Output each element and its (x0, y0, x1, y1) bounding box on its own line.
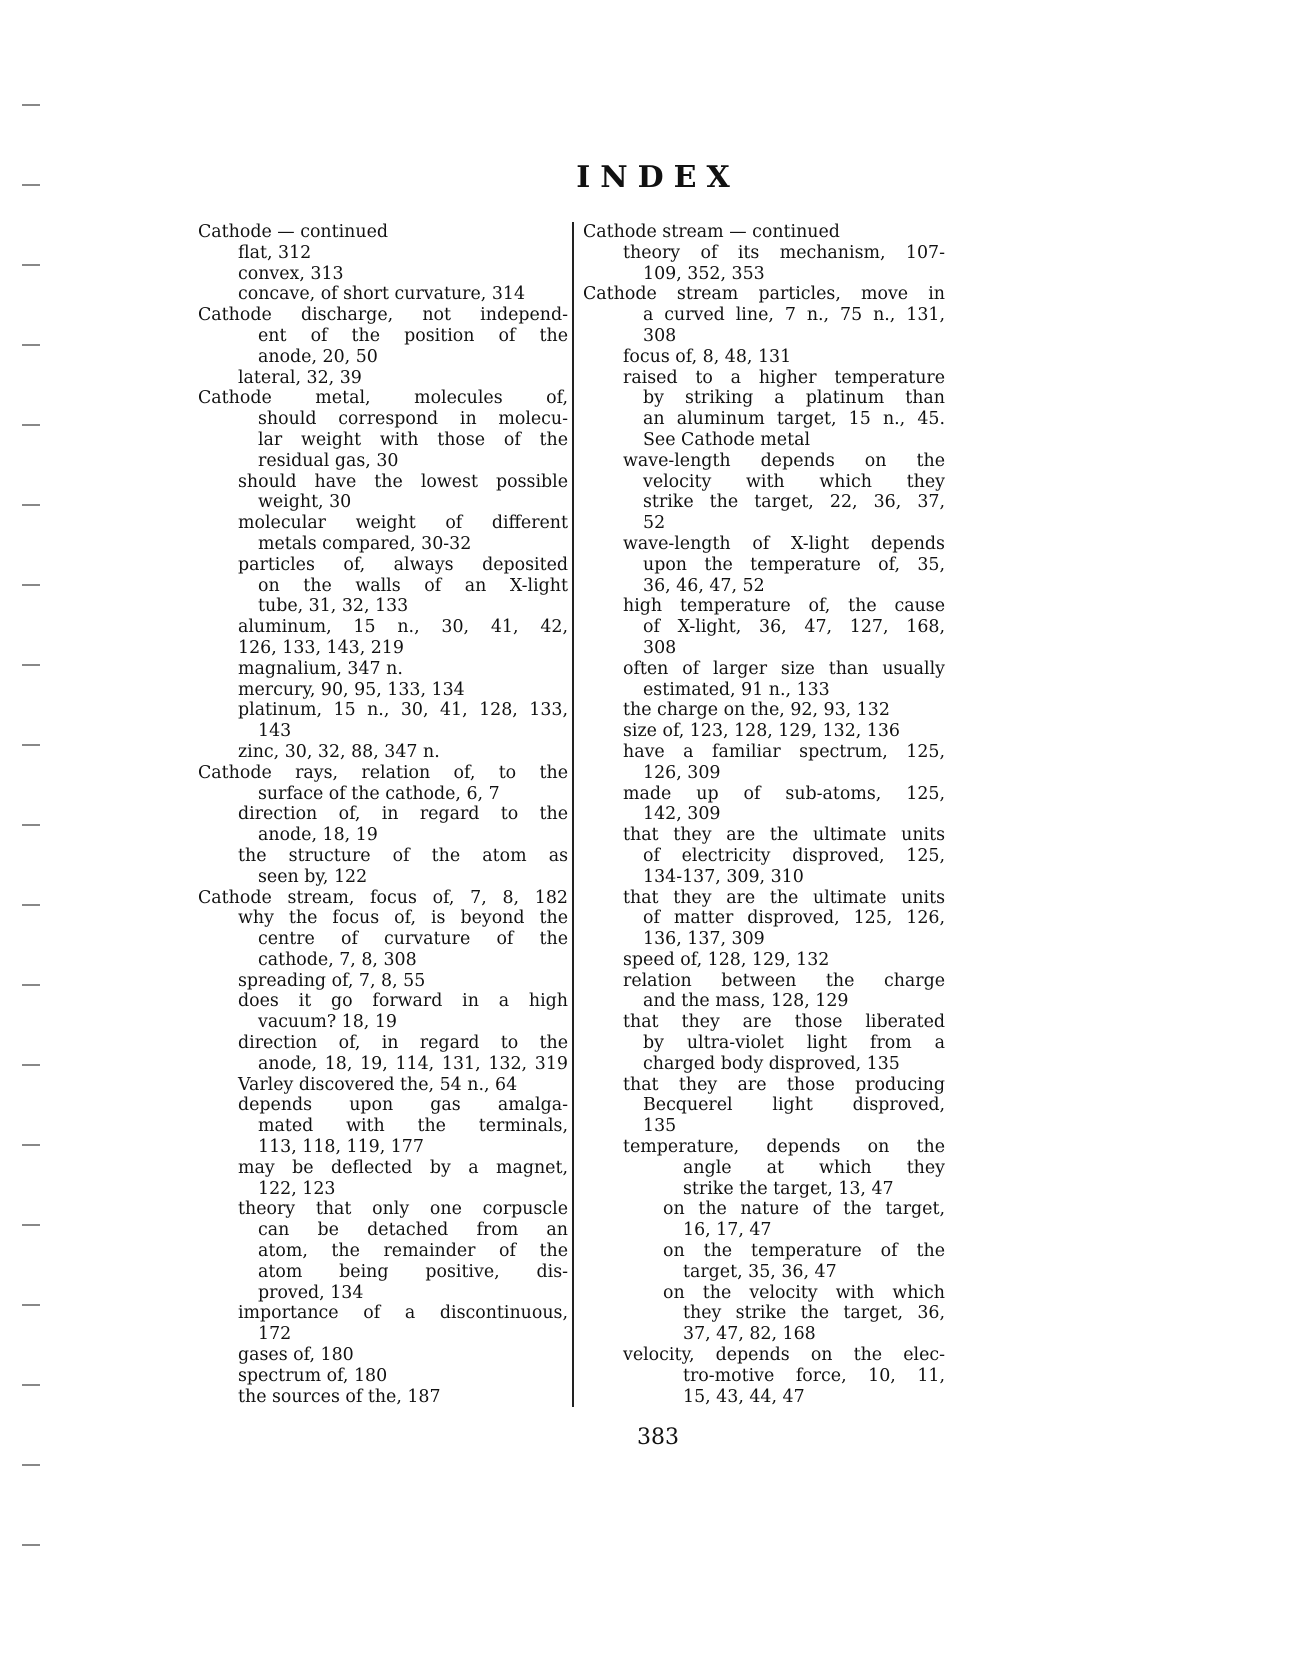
index-line: a curved line, 7 n., 75 n., 131, (643, 305, 945, 326)
index-line: residual gas, 30 (258, 450, 399, 471)
index-line: anode, 18, 19 (258, 825, 378, 846)
margin-mark (22, 664, 40, 666)
index-line: lateral, 32, 39 (238, 367, 362, 388)
index-line: Varley discovered the, 54 n., 64 (238, 1074, 518, 1095)
index-line: 136, 137, 309 (643, 929, 765, 950)
index-line: 308 (643, 637, 677, 658)
margin-mark (22, 584, 40, 586)
index-line: on the velocity with which (663, 1282, 945, 1303)
margin-mark (22, 424, 40, 426)
margin-mark (22, 984, 40, 986)
index-line: 143 (258, 721, 292, 742)
index-line: velocity with which they (643, 471, 945, 492)
index-line: 113, 118, 119, 177 (258, 1137, 424, 1158)
index-line: 122, 123 (258, 1178, 336, 1199)
index-line: 126, 133, 143, 219 (238, 637, 404, 658)
index-line: estimated, 91 n., 133 (643, 679, 830, 700)
index-line: Cathode stream particles, move in (583, 284, 945, 305)
index-line: direction of, in regard to the (238, 1033, 568, 1054)
index-line: centre of curvature of the (258, 929, 568, 950)
index-line: 142, 309 (643, 804, 721, 825)
index-line: size of, 123, 128, 129, 132, 136 (623, 721, 901, 742)
index-line: metals compared, 30-32 (258, 533, 472, 554)
margin-mark (22, 1464, 40, 1466)
index-line: tro-motive force, 10, 11, (683, 1365, 945, 1386)
index-line: on the temperature of the (663, 1241, 945, 1262)
index-left-column (198, 222, 568, 1407)
index-line: platinum, 15 n., 30, 41, 128, 133, (238, 700, 568, 721)
index-line: strike the target, 13, 47 (683, 1178, 894, 1199)
index-line: focus of, 8, 48, 131 (623, 346, 792, 367)
index-line: ent of the position of the (258, 325, 568, 346)
margin-mark (22, 1224, 40, 1226)
index-line: raised to a higher temperature (623, 367, 945, 388)
index-line: 172 (258, 1324, 292, 1345)
margin-mark (22, 264, 40, 266)
margin-mark (22, 1304, 40, 1306)
index-line: and the mass, 128, 129 (643, 991, 849, 1012)
index-line: should have the lowest possible (238, 471, 568, 492)
index-line: wave-length depends on the (623, 450, 945, 471)
index-line: proved, 134 (258, 1282, 364, 1303)
index-line: by ultra-violet light from a (643, 1033, 945, 1054)
margin-mark (22, 1064, 40, 1066)
index-line: Cathode stream — continued (583, 222, 840, 242)
index-line: cathode, 7, 8, 308 (258, 949, 417, 970)
index-line: should correspond in molecu- (258, 409, 568, 430)
index-line: 109, 352, 353 (643, 263, 765, 284)
index-line: often of larger size than usually (623, 658, 945, 679)
index-line: spreading of, 7, 8, 55 (238, 970, 426, 991)
index-line: anode, 20, 50 (258, 346, 378, 367)
index-line: 52 (643, 513, 666, 534)
index-line: flat, 312 (238, 242, 312, 263)
index-line: have a familiar spectrum, 125, (623, 741, 945, 762)
index-line: direction of, in regard to the (238, 804, 568, 825)
index-line: wave-length of X-light depends (623, 533, 945, 554)
index-line: mated with the terminals, (258, 1116, 568, 1137)
index-line: 37, 47, 82, 168 (683, 1324, 816, 1345)
index-line: on the walls of an X-light (258, 575, 568, 596)
index-line: target, 35, 36, 47 (683, 1261, 837, 1282)
index-line: concave, of short curvature, 314 (238, 284, 526, 305)
index-line: magnalium, 347 n. (238, 658, 403, 679)
index-line: atom being positive, dis- (258, 1261, 568, 1282)
page-title: INDEX (576, 160, 740, 195)
margin-mark (22, 1144, 40, 1146)
index-line: upon the temperature of, 35, (643, 554, 945, 575)
index-line: that they are the ultimate units (623, 887, 945, 908)
index-line: angle at which they (683, 1157, 945, 1178)
margin-mark (22, 504, 40, 506)
index-line: temperature, depends on the (623, 1137, 945, 1158)
index-line: tube, 31, 32, 133 (258, 596, 409, 617)
index-line: 36, 46, 47, 52 (643, 575, 765, 596)
margin-mark (22, 824, 40, 826)
index-line: why the focus of, is beyond the (238, 908, 568, 929)
index-line: Cathode stream, focus of, 7, 8, 182 (198, 887, 568, 908)
index-line: 15, 43, 44, 47 (683, 1386, 805, 1407)
index-line: Becquerel light disproved, (643, 1095, 945, 1116)
index-line: that they are the ultimate units (623, 825, 945, 846)
index-line: velocity, depends on the elec- (623, 1345, 945, 1366)
index-line: lar weight with those of the (258, 429, 568, 450)
index-right-column (583, 222, 945, 1407)
index-line: the charge on the, 92, 93, 132 (623, 700, 890, 721)
index-line: spectrum of, 180 (238, 1365, 388, 1386)
index-line: Cathode metal, molecules of, (198, 388, 568, 409)
index-line: zinc, 30, 32, 88, 347 n. (238, 741, 440, 762)
index-line: theory of its mechanism, 107- (623, 242, 945, 263)
index-line: the sources of the, 187 (238, 1386, 441, 1407)
index-line: atom, the remainder of the (258, 1241, 568, 1262)
index-line: the structure of the atom as (238, 845, 568, 866)
index-line: of electricity disproved, 125, (643, 845, 945, 866)
index-line: 16, 17, 47 (683, 1220, 772, 1241)
index-line: gases of, 180 (238, 1345, 354, 1366)
index-line: can be detached from an (258, 1220, 568, 1241)
index-line: high temperature of, the cause (623, 596, 945, 617)
index-line: on the nature of the target, (663, 1199, 945, 1220)
index-line: does it go forward in a high (238, 991, 568, 1012)
index-line: charged body disproved, 135 (643, 1053, 900, 1074)
index-line: by striking a platinum than (643, 388, 945, 409)
index-line: 308 (643, 325, 677, 346)
index-line: weight, 30 (258, 492, 352, 513)
index-line: relation between the charge (623, 970, 945, 991)
index-line: of X-light, 36, 47, 127, 168, (643, 617, 945, 638)
index-line: may be deflected by a magnet, (238, 1157, 568, 1178)
index-line: importance of a discontinuous, (238, 1303, 568, 1324)
index-line: 126, 309 (643, 762, 721, 783)
margin-mark (22, 344, 40, 346)
index-line: Cathode discharge, not independ- (198, 305, 568, 326)
index-line: they strike the target, 36, (683, 1303, 945, 1324)
index-line: that they are those producing (623, 1074, 945, 1095)
margin-mark (22, 1384, 40, 1386)
index-line: speed of, 128, 129, 132 (623, 949, 830, 970)
index-line: molecular weight of different (238, 513, 568, 534)
page-number: 383 (637, 1425, 679, 1450)
index-line: of matter disproved, 125, 126, (643, 908, 945, 929)
index-line: made up of sub-atoms, 125, (623, 783, 945, 804)
index-line: mercury, 90, 95, 133, 134 (238, 679, 465, 700)
index-line: convex, 313 (238, 263, 344, 284)
margin-mark (22, 904, 40, 906)
index-line: theory that only one corpuscle (238, 1199, 568, 1220)
index-line: 134-137, 309, 310 (643, 866, 804, 887)
index-line: vacuum? 18, 19 (258, 1012, 397, 1033)
index-line: seen by, 122 (258, 866, 368, 887)
margin-mark (22, 104, 40, 106)
margin-mark (22, 1544, 40, 1546)
index-line: aluminum, 15 n., 30, 41, 42, (238, 617, 568, 638)
index-line: particles of, always deposited (238, 554, 568, 575)
column-divider (572, 222, 574, 1407)
index-line: strike the target, 22, 36, 37, (643, 492, 945, 513)
index-line: anode, 18, 19, 114, 131, 132, 319 (258, 1053, 568, 1074)
margin-mark (22, 744, 40, 746)
index-line: surface of the cathode, 6, 7 (258, 783, 500, 804)
index-line: an aluminum target, 15 n., 45. (643, 409, 945, 430)
index-line: Cathode rays, relation of, to the (198, 762, 568, 783)
index-line: Cathode — continued (198, 222, 388, 242)
index-line: that they are those liberated (623, 1012, 945, 1033)
index-line: depends upon gas amalga- (238, 1095, 568, 1116)
index-line: 135 (643, 1116, 677, 1137)
index-line: See Cathode metal (643, 429, 811, 450)
